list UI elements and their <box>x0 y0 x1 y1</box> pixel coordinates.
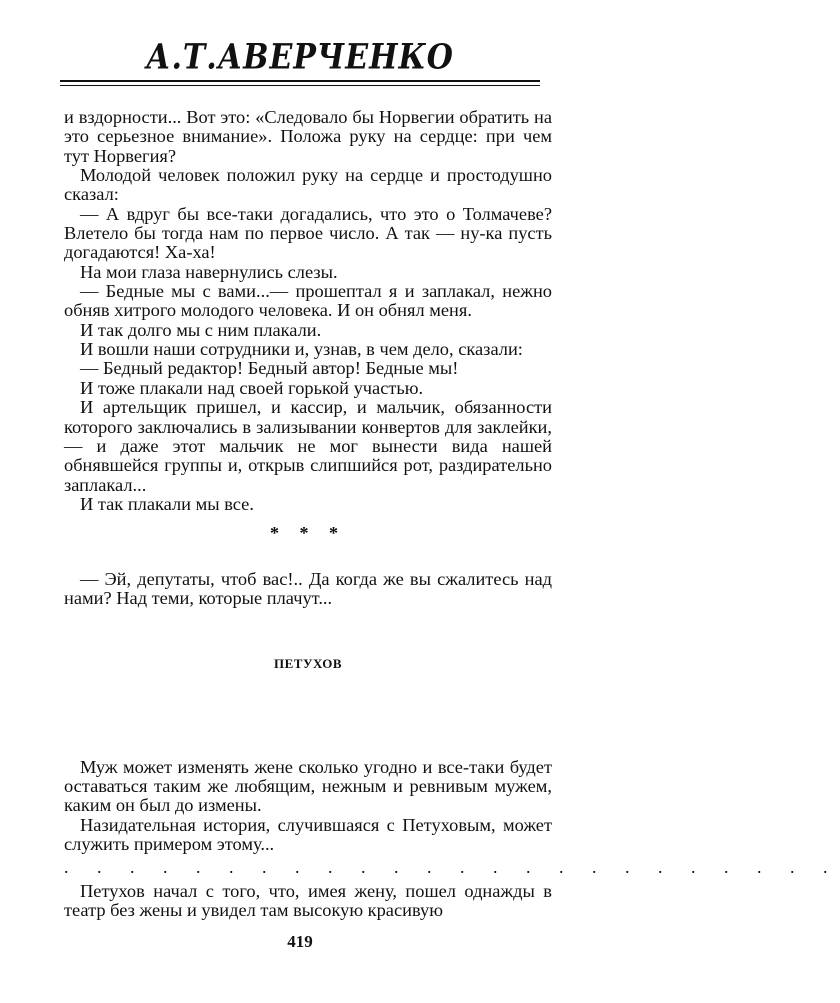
paragraph: И так плакали мы все. <box>80 493 254 514</box>
header-rule <box>60 80 540 82</box>
paragraph: Муж может изменять жене сколько угодно и все-таки будет оставаться таким же любящим, нежным и ревнивым мужем, каким он был до измены. <box>64 756 552 816</box>
dotted-separator: . . . . . . . . . . . . . . . . . . . . . . . . <box>64 857 840 878</box>
page-body <box>64 107 840 920</box>
paragraph: — Бедный редактор! Бедный автор! Бедные мы! <box>80 358 459 379</box>
paragraph: И артельщик пришел, и кассир, и мальчик, обязанности которого заключались в зализывании конвертов для заклейки,— и даже этот мальчик не мог вынести вида нашей обнявшейся группы и, открыв слипшийся рот, раздирательно заплакал... <box>64 397 552 495</box>
paragraph: Назидательная история, случившаяся с Петуховым, может служить примером этому... <box>64 814 552 854</box>
paragraph: Петухов начал с того, что, имея жену, пошел однажды в театр без жены и увидел там высокую красивую <box>64 880 552 920</box>
paragraph: — Эй, депутаты, чтоб вас!.. Да когда же вы сжалитесь над нами? Над теми, которые плачут... <box>64 568 552 608</box>
story-title: ПЕТУХОВ <box>273 656 342 672</box>
running-header <box>60 37 540 100</box>
author-logo: А.Т.АВЕРЧЕНКО <box>146 37 454 78</box>
header-rule-thin <box>60 85 540 86</box>
paragraph: и вздорности... Вот это: «Следовало бы Норвегии обратить на это серьезное внимание». Положа руку на сердце: при чем тут Норвегия? <box>64 107 552 166</box>
paragraph: И так долго мы с ним плакали. <box>80 319 322 340</box>
paragraph: — А вдруг бы все-таки догадались, что это о Толмачеве? Влетело бы тогда нам по первое число. А так — ну-ка пусть догадаются! Ха-ха! <box>64 203 552 263</box>
paragraph: Молодой человек положил руку на сердце и простодушно сказал: <box>64 165 552 205</box>
paragraph: — Бедные мы с вами...— прошептал я и заплакал, нежно обняв хитрого молодого человека. И он обнял меня. <box>64 281 552 321</box>
paragraph: И тоже плакали над своей горькой участью. <box>80 377 424 398</box>
paragraph: И вошли наши сотрудники и, узнав, в чем дело, сказали: <box>80 339 523 360</box>
page-number: 419 <box>287 932 313 951</box>
paragraph: На мои глаза навернулись слезы. <box>80 261 338 282</box>
section-separator: * * * <box>270 523 346 544</box>
